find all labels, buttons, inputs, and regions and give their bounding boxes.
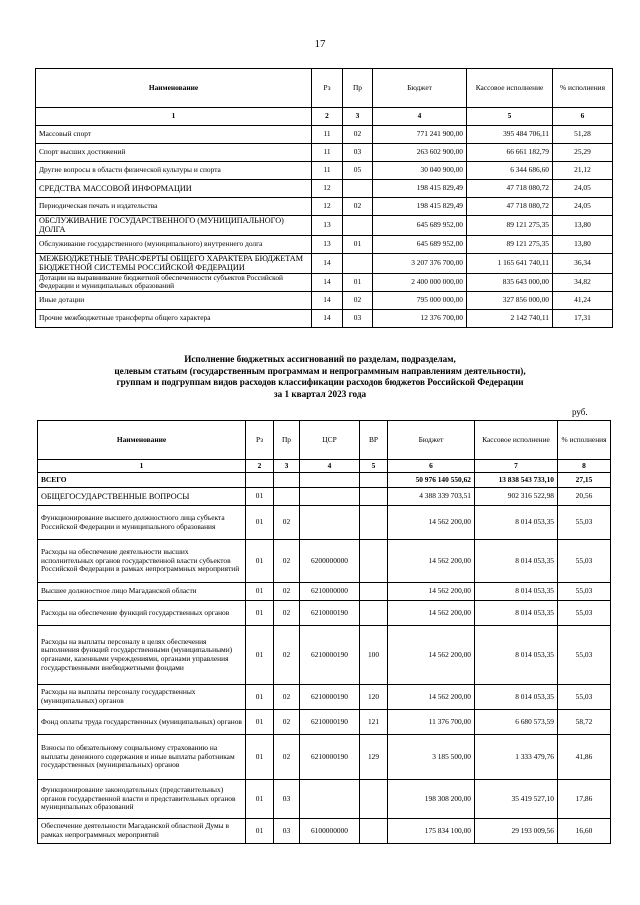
row-budget: 14 562 200,00 [388,685,475,710]
row-rz: 14 [312,253,343,273]
row-name: Функционирование высшего должностного лица субъекта Российской Федерации и муниципального образования [38,506,246,540]
row-csr: 6210000190 [300,626,360,685]
row-budget: 198 415 829,49 [373,198,467,216]
col-number: 6 [388,460,475,473]
row-vr: 100 [360,626,388,685]
col-number: 8 [558,460,611,473]
table-row [36,291,613,309]
row-percent: 55,03 [558,685,611,710]
col-number: 5 [360,460,388,473]
table-row [38,626,611,685]
row-percent: 55,03 [558,506,611,540]
row-percent: 55,03 [558,601,611,626]
row-cash: 902 316 522,98 [475,488,558,506]
row-percent: 17,86 [558,780,611,819]
column-number-row [38,460,611,473]
row-pr: 02 [274,626,300,685]
col-header-budget: Бюджет [388,421,475,460]
section-title [60,354,580,400]
table-row [36,253,613,273]
row-name: Другие вопросы в области физической культуры и спорта [36,162,312,180]
row-budget: 3 185 500,00 [388,735,475,780]
row-percent: 24,05 [553,180,613,198]
row-name: Иные дотации [36,291,312,309]
row-csr: 6210000190 [300,685,360,710]
col-header-percent: % исполнения [558,421,611,460]
row-rz: 11 [312,162,343,180]
row-budget: 198 308 200,00 [388,780,475,819]
row-pr: 02 [274,540,300,583]
row-percent: 21,12 [553,162,613,180]
col-number: 4 [373,108,467,126]
total-percent: 27,15 [558,473,611,488]
col-number: 2 [246,460,274,473]
row-cash: 395 484 706,11 [467,126,553,144]
row-percent: 16,60 [558,819,611,844]
row-budget: 14 562 200,00 [388,626,475,685]
row-pr: 03 [274,780,300,819]
col-number: 1 [36,108,312,126]
row-percent: 55,03 [558,626,611,685]
table-row [38,685,611,710]
table-row [38,540,611,583]
table-row [38,735,611,780]
row-vr: 121 [360,710,388,735]
row-rz: 14 [312,291,343,309]
row-pr: 01 [343,273,373,291]
col-header-name: Наименование [36,69,312,108]
row-cash: 8 014 053,35 [475,506,558,540]
row-rz: 11 [312,144,343,162]
row-budget: 175 834 100,00 [388,819,475,844]
total-cash: 13 838 543 733,10 [475,473,558,488]
row-cash: 8 014 053,35 [475,626,558,685]
row-name: Прочие межбюджетные трансферты общего характера [36,309,312,327]
row-pr: 02 [343,291,373,309]
row-budget: 3 207 376 700,00 [373,253,467,273]
row-cash: 89 121 275,35 [467,216,553,236]
row-csr: 6210000190 [300,710,360,735]
row-rz: 12 [312,180,343,198]
section-title-line: Исполнение бюджетных ассигнований по разделам, подразделам, [184,354,456,364]
row-rz: 01 [246,710,274,735]
row-budget: 14 562 200,00 [388,506,475,540]
row-budget: 2 400 000 000,00 [373,273,467,291]
row-budget: 263 602 900,00 [373,144,467,162]
row-vr: 120 [360,685,388,710]
col-header-pr: Пр [343,69,373,108]
row-rz: 11 [312,126,343,144]
row-budget: 4 388 339 703,51 [388,488,475,506]
column-number-row [36,108,613,126]
row-name: Массовый спорт [36,126,312,144]
total-label: ВСЕГО [38,473,246,488]
row-pr: 02 [274,685,300,710]
row-percent: 13,80 [553,235,613,253]
row-csr: 6100000000 [300,819,360,844]
total-row [38,473,611,488]
row-cash: 47 718 080,72 [467,180,553,198]
row-name: Высшее должностное лицо Магаданской области [38,583,246,601]
row-vr [360,583,388,601]
row-rz: 13 [312,216,343,236]
row-rz: 01 [246,626,274,685]
row-pr: 02 [274,583,300,601]
table-row [36,162,613,180]
row-cash: 35 419 527,10 [475,780,558,819]
row-cash: 1 333 479,76 [475,735,558,780]
col-header-budget: Бюджет [373,69,467,108]
row-name: Расходы на обеспечение функций государственных органов [38,601,246,626]
col-number: 4 [300,460,360,473]
section-title-line: группам и подгруппам видов расходов классификации расходов бюджетов Российской Федерации [116,377,524,387]
col-header-name: Наименование [38,421,246,460]
row-pr [274,488,300,506]
row-name: Обеспечение деятельности Магаданской областной Думы в рамках непрограммных мероприятий [38,819,246,844]
row-vr [360,506,388,540]
row-rz: 01 [246,488,274,506]
row-cash: 835 643 000,00 [467,273,553,291]
table-row [38,819,611,844]
row-csr: 6210000190 [300,601,360,626]
row-cash: 8 014 053,35 [475,540,558,583]
table-row [36,309,613,327]
col-header-csr: ЦСР [300,421,360,460]
col-number: 1 [38,460,246,473]
row-name: СРЕДСТВА МАССОВОЙ ИНФОРМАЦИИ [36,180,312,198]
table-row [38,601,611,626]
row-budget: 645 689 952,00 [373,216,467,236]
row-rz: 14 [312,309,343,327]
col-header-vr: ВР [360,421,388,460]
page-number: 17 [314,38,326,50]
row-pr: 02 [343,198,373,216]
row-rz: 01 [246,735,274,780]
row-csr [300,488,360,506]
row-budget: 198 415 829,49 [373,180,467,198]
col-header-rz: Рз [246,421,274,460]
row-cash: 8 014 053,35 [475,601,558,626]
expenditure-table-continued [35,68,613,328]
row-cash: 8 014 053,35 [475,583,558,601]
row-name: Спорт высших достижений [36,144,312,162]
row-csr [300,506,360,540]
row-percent: 55,03 [558,540,611,583]
row-pr: 01 [343,235,373,253]
table-row [36,126,613,144]
row-percent: 41,24 [553,291,613,309]
row-pr: 02 [343,126,373,144]
row-vr [360,540,388,583]
row-rz: 01 [246,583,274,601]
row-name: Фонд оплаты труда государственных (муниципальных) органов [38,710,246,735]
row-name: Расходы на выплаты персоналу в целях обеспечения выполнения функций государственными (муниципальными) органами, казенными учреждениями, органами управления государственными внебюджетными фондами [38,626,246,685]
row-name: Функционирование законодательных (представительных) органов государственной власти и представительных органов муниципальных образований [38,780,246,819]
row-budget: 12 376 700,00 [373,309,467,327]
row-csr: 6210000000 [300,583,360,601]
row-cash: 29 193 009,56 [475,819,558,844]
total-budget: 50 976 140 550,62 [388,473,475,488]
section-title-line: целевым статьям (государственным программам и непрограммным направлениям деятельности), [114,365,526,376]
row-budget: 645 689 952,00 [373,235,467,253]
row-cash: 47 718 080,72 [467,198,553,216]
table-row [36,216,613,236]
row-pr: 02 [274,601,300,626]
row-pr [343,253,373,273]
row-budget: 14 562 200,00 [388,540,475,583]
col-number: 7 [475,460,558,473]
col-header-percent: % исполнения [553,69,613,108]
row-rz: 01 [246,506,274,540]
row-csr [300,780,360,819]
row-vr [360,819,388,844]
col-header-rz: Рз [312,69,343,108]
row-rz: 01 [246,540,274,583]
row-name: МЕЖБЮДЖЕТНЫЕ ТРАНСФЕРТЫ ОБЩЕГО ХАРАКТЕРА БЮДЖЕТАМ БЮДЖЕТНОЙ СИСТЕМЫ РОССИЙСКОЙ ФЕДЕРАЦИИ [36,253,312,273]
row-pr: 03 [274,819,300,844]
row-pr: 02 [274,710,300,735]
row-percent: 17,31 [553,309,613,327]
row-rz: 01 [246,601,274,626]
row-cash: 327 856 000,00 [467,291,553,309]
row-pr: 03 [343,309,373,327]
row-vr [360,488,388,506]
row-budget: 14 562 200,00 [388,601,475,626]
col-header-cash: Кассовое исполнение [475,421,558,460]
row-name: Обслуживание государственного (муниципального) внутреннего долга [36,235,312,253]
row-rz: 01 [246,780,274,819]
row-budget: 771 241 900,00 [373,126,467,144]
row-csr: 6210000190 [300,735,360,780]
table-row [38,488,611,506]
row-percent: 36,34 [553,253,613,273]
row-vr: 129 [360,735,388,780]
row-percent: 41,86 [558,735,611,780]
row-name: ОБЩЕГОСУДАРСТВЕННЫЕ ВОПРОСЫ [38,488,246,506]
row-cash: 6 344 686,60 [467,162,553,180]
row-cash: 1 165 641 740,11 [467,253,553,273]
row-name: Взносы по обязательному социальному страхованию на выплаты денежного содержания и иные выплаты работникам государственных (муниципальных) органов [38,735,246,780]
table-row [36,273,613,291]
table-row [38,780,611,819]
section-title-line: за 1 квартал 2023 года [273,388,367,399]
row-percent: 51,28 [553,126,613,144]
row-budget: 30 040 900,00 [373,162,467,180]
row-rz: 01 [246,819,274,844]
row-rz: 12 [312,198,343,216]
table-row [38,583,611,601]
row-csr: 6200000000 [300,540,360,583]
currency-unit: руб. [572,407,588,417]
row-percent: 55,03 [558,583,611,601]
col-number: 3 [343,108,373,126]
row-pr [343,180,373,198]
row-percent: 13,80 [553,216,613,236]
row-name: Периодическая печать и издательства [36,198,312,216]
table-row [38,710,611,735]
col-number: 5 [467,108,553,126]
row-budget: 14 562 200,00 [388,583,475,601]
row-rz: 14 [312,273,343,291]
row-rz: 01 [246,685,274,710]
row-cash: 66 661 182,79 [467,144,553,162]
row-name: Расходы на выплаты персоналу государственных (муниципальных) органов [38,685,246,710]
table-row [36,180,613,198]
row-pr: 02 [274,735,300,780]
col-number: 3 [274,460,300,473]
row-percent: 34,82 [553,273,613,291]
row-cash: 89 121 275,35 [467,235,553,253]
row-vr [360,780,388,819]
table-row [36,144,613,162]
row-name: Расходы на обеспечение деятельности высших исполнительных органов государственной власти субъектов Российской Федерации в рамках непрограммных мероприятий [38,540,246,583]
row-pr: 02 [274,506,300,540]
col-number: 6 [553,108,613,126]
table-row [36,235,613,253]
row-budget: 795 000 000,00 [373,291,467,309]
row-percent: 25,29 [553,144,613,162]
row-budget: 11 376 700,00 [388,710,475,735]
row-cash: 8 014 053,35 [475,685,558,710]
row-vr [360,601,388,626]
row-name: ОБСЛУЖИВАНИЕ ГОСУДАРСТВЕННОГО (МУНИЦИПАЛЬНОГО) ДОЛГА [36,216,312,236]
row-rz: 13 [312,235,343,253]
row-pr [343,216,373,236]
col-header-cash: Кассовое исполнение [467,69,553,108]
row-cash: 6 680 573,59 [475,710,558,735]
table-row [38,506,611,540]
row-percent: 20,56 [558,488,611,506]
table-row [36,198,613,216]
expenditure-detail-table [37,420,611,844]
row-name: Дотации на выравнивание бюджетной обеспеченности субъектов Российской Федерации и муниципальных образований [36,273,312,291]
row-pr: 03 [343,144,373,162]
row-pr: 05 [343,162,373,180]
row-percent: 58,72 [558,710,611,735]
col-number: 2 [312,108,343,126]
col-header-pr: Пр [274,421,300,460]
row-percent: 24,05 [553,198,613,216]
row-cash: 2 142 740,11 [467,309,553,327]
